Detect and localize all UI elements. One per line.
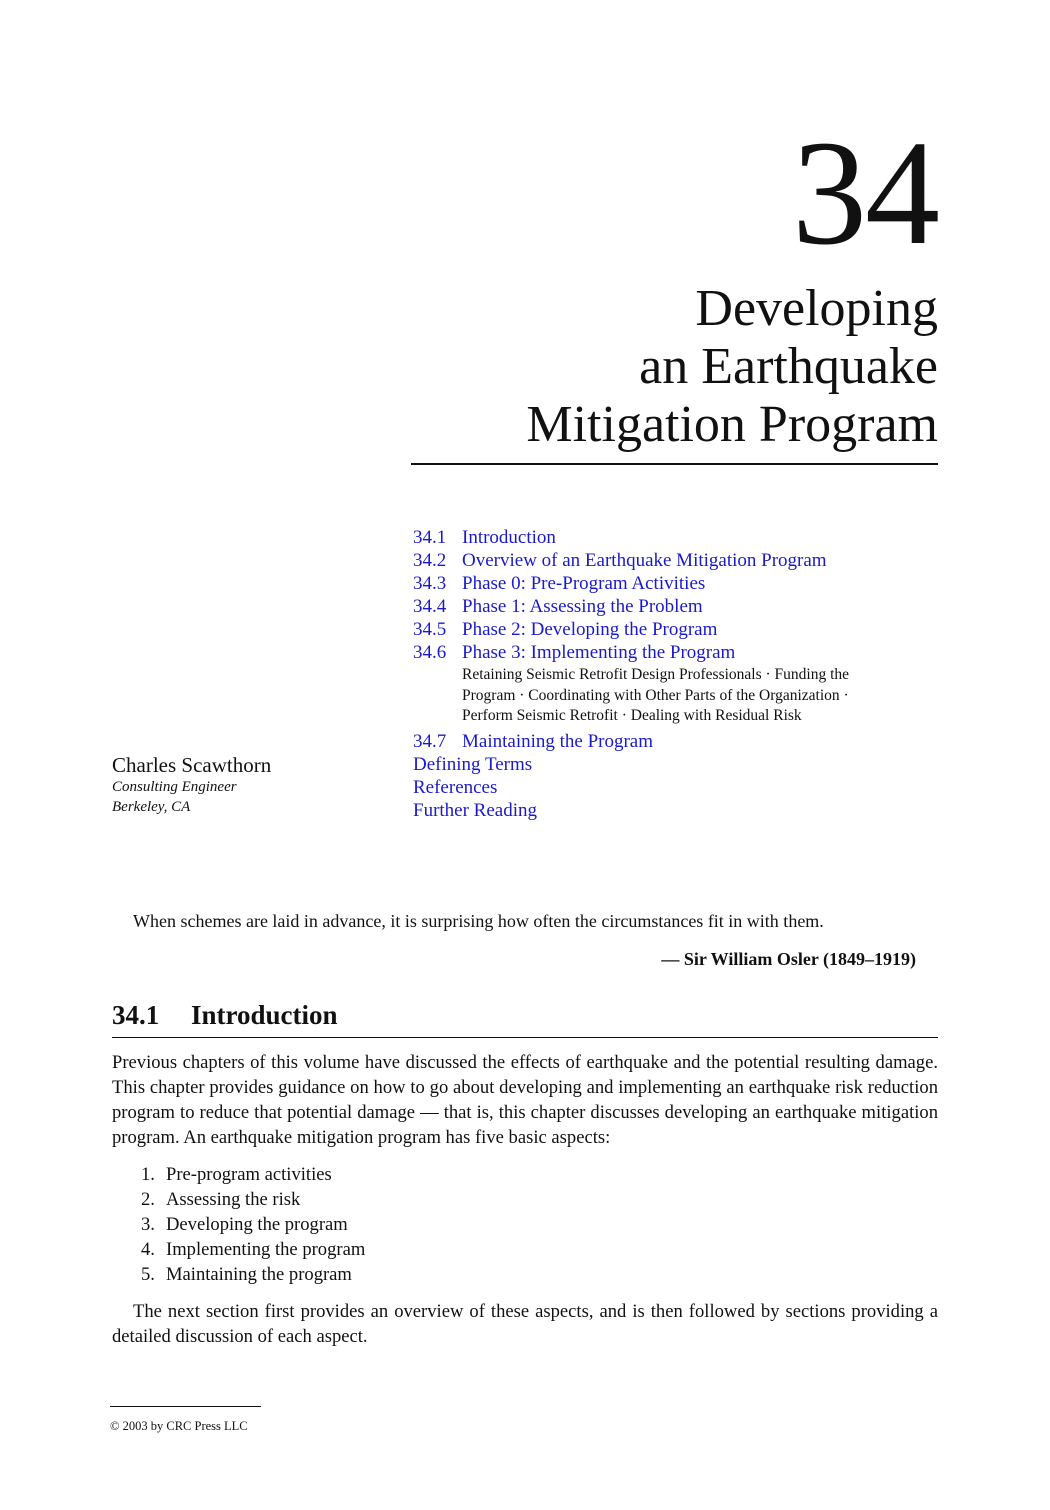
title-rule [411, 463, 938, 465]
section-rule [112, 1037, 938, 1038]
toc-title: Introduction [462, 527, 556, 548]
toc-link-references[interactable]: References [413, 776, 498, 798]
list-number: 1. [141, 1164, 155, 1185]
section-number: 34.1 [112, 1000, 160, 1030]
intro-paragraph: Previous chapters of this volume have discussed the effects of earthquake and the potential resulting damage. This chapter provides guidance on how to go about developing and implementing an earthquake risk reduction program to reduce that potential damage — that is, this chapter discusses developing an earthquake mitigation program. An earthquake mitigation program has five basic aspects: [112, 1052, 938, 1148]
list-number: 2. [141, 1189, 155, 1210]
toc-number: 34.2 [413, 550, 447, 571]
toc-title: Maintaining the Program [462, 730, 654, 752]
list-item [141, 1187, 365, 1212]
toc-number: 34.5 [413, 619, 447, 640]
toc-title: Overview of an Earthquake Mitigation Program [462, 550, 827, 571]
toc-number: 34.4 [413, 596, 447, 617]
section-heading [112, 998, 338, 1032]
list-item [141, 1262, 365, 1287]
list-text: Implementing the program [166, 1239, 366, 1260]
toc-title: Phase 0: Pre-Program Activities [462, 573, 706, 594]
toc-link-34-5[interactable] [413, 618, 953, 641]
epigraph-attribution: — Sir William Osler (1849–1919) [661, 949, 916, 969]
list-text: Pre-program activities [166, 1164, 332, 1185]
list-number: 5. [141, 1264, 155, 1285]
toc-title: Phase 1: Assessing the Problem [462, 596, 703, 617]
list-number: 3. [141, 1214, 155, 1235]
chapter-title-line-3: Mitigation Program [526, 396, 938, 453]
toc-subtopics-34-6: Retaining Seismic Retrofit Design Professionals · Funding the Program · Coordinating with Other Parts of the Organization · Perform Seismic Retrofit · Dealing with Residual Risk [462, 666, 850, 724]
toc-title: Phase 3: Implementing the Program [462, 642, 736, 663]
chapter-title-line-2: an Earthquake [639, 338, 938, 395]
list-item [141, 1212, 365, 1237]
list-text: Assessing the risk [166, 1189, 301, 1210]
section-title: Introduction [191, 1000, 338, 1030]
list-item [141, 1237, 365, 1262]
epigraph-quote: When schemes are laid in advance, it is surprising how often the circumstances fit in with them. [133, 911, 824, 931]
author-affiliation: Consulting Engineer [112, 779, 237, 795]
toc-number: 34.1 [413, 527, 447, 548]
list-text: Maintaining the program [166, 1264, 352, 1285]
toc-link-defining-terms[interactable]: Defining Terms [413, 753, 533, 775]
toc-number: 34.7 [413, 730, 447, 752]
toc-link-further-reading[interactable]: Further Reading [413, 799, 538, 821]
aspects-list [141, 1162, 365, 1287]
author-name: Charles Scawthorn [112, 753, 272, 777]
footnote-rule [110, 1406, 261, 1407]
list-number: 4. [141, 1239, 155, 1260]
toc-link-34-7[interactable] [413, 730, 953, 753]
toc-link-34-6[interactable] [413, 641, 953, 664]
overview-paragraph: The next section first provides an overview of these aspects, and is then followed by sections providing a detailed discussion of each aspect. [112, 1301, 938, 1347]
author-block [112, 752, 271, 817]
list-text: Developing the program [166, 1214, 348, 1235]
table-of-contents [413, 526, 953, 822]
list-item [141, 1162, 365, 1187]
chapter-title-line-1: Developing [695, 280, 938, 337]
chapter-title [378, 280, 938, 454]
toc-link-34-3[interactable] [413, 572, 953, 595]
author-location: Berkeley, CA [112, 798, 191, 815]
toc-link-34-1[interactable] [413, 526, 953, 549]
chapter-number: 34 [792, 110, 938, 276]
toc-number: 34.3 [413, 573, 447, 594]
copyright-notice: © 2003 by CRC Press LLC [110, 1419, 248, 1433]
toc-link-34-2[interactable] [413, 549, 953, 572]
toc-link-34-4[interactable] [413, 595, 953, 618]
toc-title: Phase 2: Developing the Program [462, 619, 718, 640]
toc-number: 34.6 [413, 642, 447, 663]
